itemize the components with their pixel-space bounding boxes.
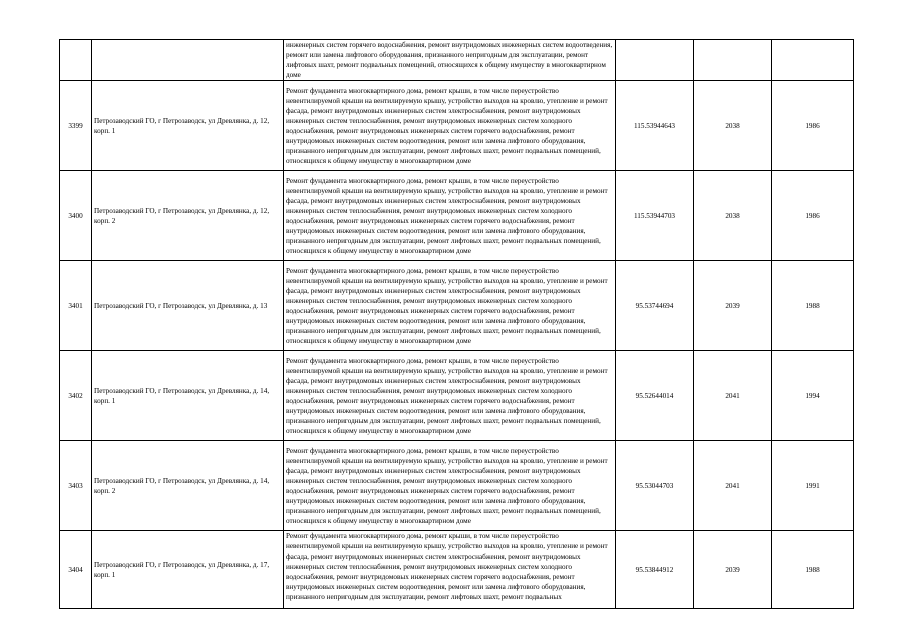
- cell-area: 95.53044703: [616, 441, 694, 531]
- cell-works: Ремонт фундамента многоквартирного дома, ремонт крыши, в том числе переустройство невентилируемой крыши на вентилируемую крышу, устройство выходов на кровлю, утепление и ремонт фасада, ремонт внутридомовых инженерных систем электроснабжения, ремонт внутридомовых инженерных систем теплоснабжения, ремонт внутридомовых инженерных систем холодного водоснабжения, ремонт внутридомовых инженерных систем горячего водоснабжения, ремонт внутридомовых инженерных систем водоотведения, ремонт или замена лифтового оборудования, признанного непригодным для эксплуатации, ремонт лифтовых шахт, ремонт подвальных помещений, относящихся к общему имуществу в многоквартирном доме: [284, 171, 616, 261]
- cell-area: [616, 40, 694, 81]
- table-row: [60, 351, 854, 441]
- cell-built: 1991: [772, 441, 854, 531]
- cell-year: 2038: [694, 81, 772, 171]
- cell-num: 3400: [60, 171, 92, 261]
- cell-address: Петрозаводский ГО, г Петрозаводск, ул Древлянка, д. 12, корп. 2: [92, 171, 284, 261]
- cell-address: Петрозаводский ГО, г Петрозаводск, ул Древлянка, д. 12, корп. 1: [92, 81, 284, 171]
- table-row: [60, 171, 854, 261]
- cell-works: Ремонт фундамента многоквартирного дома, ремонт крыши, в том числе переустройство невентилируемой крыши на вентилируемую крышу, устройство выходов на кровлю, утепление и ремонт фасада, ремонт внутридомовых инженерных систем электроснабжения, ремонт внутридомовых инженерных систем теплоснабжения, ремонт внутридомовых инженерных систем холодного водоснабжения, ремонт внутридомовых инженерных систем горячего водоснабжения, ремонт внутридомовых инженерных систем водоотведения, ремонт или замена лифтового оборудования, признанного непригодным для эксплуатации, ремонт лифтовых шахт, ремонт подвальных помещений, относящихся к общему имуществу в многоквартирном доме: [284, 441, 616, 531]
- cell-year: [694, 40, 772, 81]
- cell-built: 1988: [772, 261, 854, 351]
- cell-num: 3401: [60, 261, 92, 351]
- table-row: [60, 81, 854, 171]
- cell-num: 3399: [60, 81, 92, 171]
- table-row: [60, 441, 854, 531]
- cell-works: Ремонт фундамента многоквартирного дома, ремонт крыши, в том числе переустройство невентилируемой крыши на вентилируемую крышу, устройство выходов на кровлю, утепление и ремонт фасада, ремонт внутридомовых инженерных систем электроснабжения, ремонт внутридомовых инженерных систем теплоснабжения, ремонт внутридомовых инженерных систем холодного водоснабжения, ремонт внутридомовых инженерных систем горячего водоснабжения, ремонт внутридомовых инженерных систем водоотведения, ремонт или замена лифтового оборудования, признанного непригодным для эксплуатации, ремонт лифтовых шахт, ремонт подвальных помещений, относящихся к общему имуществу в многоквартирном доме: [284, 81, 616, 171]
- cell-year: 2039: [694, 531, 772, 609]
- cell-area: 115.53944703: [616, 171, 694, 261]
- cell-year: 2039: [694, 261, 772, 351]
- table-row-continuation: [60, 40, 854, 81]
- cell-address: Петрозаводский ГО, г Петрозаводск, ул Древлянка, д. 14, корп. 2: [92, 441, 284, 531]
- cell-num: 3402: [60, 351, 92, 441]
- cell-built: 1986: [772, 81, 854, 171]
- cell-built: [772, 40, 854, 81]
- cell-built: 1994: [772, 351, 854, 441]
- cell-area: 95.53844912: [616, 531, 694, 609]
- cell-built: 1988: [772, 531, 854, 609]
- cell-year: 2038: [694, 171, 772, 261]
- cell-works: инженерных систем горячего водоснабжения, ремонт внутридомовых инженерных систем водоотведения, ремонт или замена лифтового оборудования, признанного непригодным для эксплуатации, ремонт лифтовых шахт, ремонт подвальных помещений, относящихся к общему имуществу в многоквартирном доме: [284, 40, 616, 81]
- cell-num: 3404: [60, 531, 92, 609]
- cell-address: Петрозаводский ГО, г Петрозаводск, ул Древлянка, д. 17, корп. 1: [92, 531, 284, 609]
- cell-works: Ремонт фундамента многоквартирного дома, ремонт крыши, в том числе переустройство невентилируемой крыши на вентилируемую крышу, устройство выходов на кровлю, утепление и ремонт фасада, ремонт внутридомовых инженерных систем электроснабжения, ремонт внутридомовых инженерных систем теплоснабжения, ремонт внутридомовых инженерных систем холодного водоснабжения, ремонт внутридомовых инженерных систем горячего водоснабжения, ремонт внутридомовых инженерных систем водоотведения, ремонт или замена лифтового оборудования, признанного непригодным для эксплуатации, ремонт лифтовых шахт, ремонт подвальных помещений, относящихся к общему имуществу в многоквартирном доме: [284, 261, 616, 351]
- table-row: [60, 261, 854, 351]
- cell-area: 115.53944643: [616, 81, 694, 171]
- cell-num: [60, 40, 92, 81]
- cell-address: Петрозаводский ГО, г Петрозаводск, ул Древлянка, д. 14, корп. 1: [92, 351, 284, 441]
- table-row: [60, 531, 854, 609]
- cell-works: [284, 531, 616, 609]
- cell-year: 2041: [694, 441, 772, 531]
- cell-address: [92, 40, 284, 81]
- cell-works: Ремонт фундамента многоквартирного дома, ремонт крыши, в том числе переустройство невентилируемой крыши на вентилируемую крышу, устройство выходов на кровлю, утепление и ремонт фасада, ремонт внутридомовых инженерных систем электроснабжения, ремонт внутридомовых инженерных систем теплоснабжения, ремонт внутридомовых инженерных систем холодного водоснабжения, ремонт внутридомовых инженерных систем горячего водоснабжения, ремонт внутридомовых инженерных систем водоотведения, ремонт или замена лифтового оборудования, признанного непригодным для эксплуатации, ремонт лифтовых шахт, ремонт подвальных помещений, относящихся к общему имуществу в многоквартирном доме: [284, 351, 616, 441]
- cell-address: Петрозаводский ГО, г Петрозаводск, ул Древлянка, д. 13: [92, 261, 284, 351]
- cell-area: 95.52644014: [616, 351, 694, 441]
- capital-repair-table: [59, 39, 854, 609]
- cell-area: 95.53744694: [616, 261, 694, 351]
- cell-num: 3403: [60, 441, 92, 531]
- cell-built: 1986: [772, 171, 854, 261]
- cell-works-text: Ремонт фундамента многоквартирного дома, ремонт крыши, в том числе переустройство невентилируемой крыши на вентилируемую крышу, устройство выходов на кровлю, утепление и ремонт фасада, ремонт внутридомовых инженерных систем электроснабжения, ремонт внутридомовых инженерных систем теплоснабжения, ремонт внутридомовых инженерных систем холодного водоснабжения, ремонт внутридомовых инженерных систем горячего водоснабжения, ремонт внутридомовых инженерных систем водоотведения, ремонт или замена лифтового оборудования, признанного непригодным для эксплуатации, ремонт лифтовых шахт, ремонт подвальных: [286, 532, 608, 601]
- cell-year: 2041: [694, 351, 772, 441]
